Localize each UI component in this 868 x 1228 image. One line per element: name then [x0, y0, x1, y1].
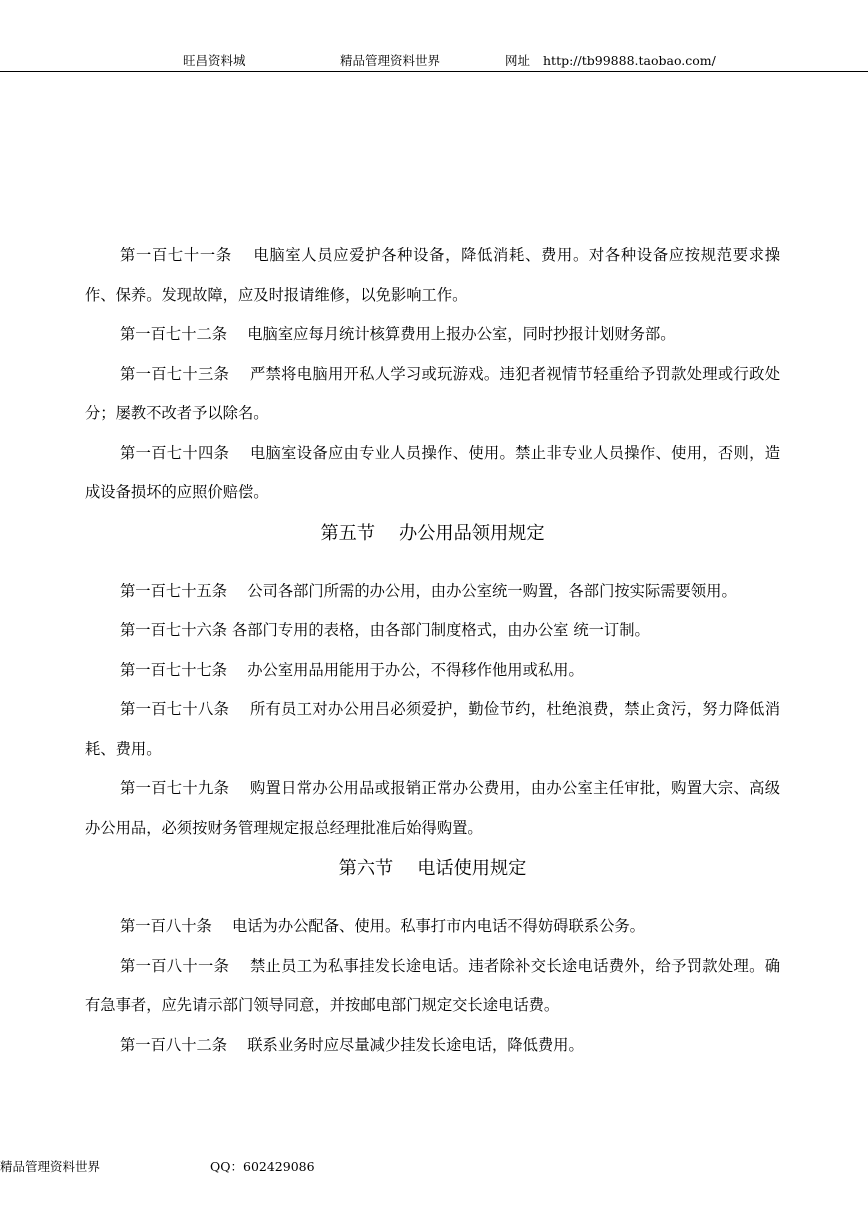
header-site-name: 精品管理资料世界: [340, 53, 441, 68]
article-172: 第一百七十二条 电脑室应每月统计核算费用上报办公室，同时抄报计划财务部。: [120, 325, 676, 343]
article-181: 第一百八十一条 禁止员工为私事挂发长途电话。违者除补交长途电话费外，给予罚款处理。确有急事者，应先请示部门领导同意，并按邮电部门规定交长途电话费。: [85, 956, 780, 1014]
section-5-title: 第五节 办公用品领用规定: [320, 522, 545, 544]
article-182: 第一百八十二条 联系业务时应尽量减少挂发长途电话，降低费用。: [120, 1035, 584, 1054]
article-176: 第一百七十六条 各部门专用的表格，由各部门制度格式，由办公室 统一订制。: [120, 621, 650, 639]
footer-qq: QQ：602429086: [210, 1159, 315, 1174]
page-header: [0, 52, 868, 72]
section-6-title: 第六节 电话使用规定: [338, 858, 527, 879]
article-178: 第一百七十八条 所有员工对办公用吕必须爱护，勤俭节约，杜绝浪费，禁止贪污，努力降低消耗、费用。: [85, 700, 780, 758]
article-179: 第一百七十九条 购置日常办公用品或报销正常办公费用，由办公室主任审批，购置大宗、高级办公用品，必须按财务管理规定报总经理批准后始得购置。: [85, 779, 780, 837]
header-url-label: 网址: [505, 53, 531, 68]
header-shop-name: 旺昌资料城: [183, 53, 246, 68]
article-177: 第一百七十七条 办公室用品用能用于办公，不得移作他用或私用。: [120, 660, 584, 679]
article-171: 第一百七十一条 电脑室人员应爱护各种设备，降低消耗、费用。对各种设备应按规范要求操作、保养。发现故障，应及时报请维修，以免影响工作。: [85, 246, 780, 304]
header-url-link[interactable]: http://tb99888.taobao.com/: [543, 53, 716, 68]
article-180: 第一百八十条 电话为办公配备、使用。私事打市内电话不得妨碍联系公务。: [120, 917, 645, 935]
footer-site-name: 精品管理资料世界: [0, 1159, 101, 1174]
header-divider: [0, 71, 868, 72]
document-body: [85, 236, 780, 1065]
page-footer: [0, 1158, 868, 1178]
article-175: 第一百七十五条 公司各部门所需的办公用，由办公室统一购置，各部门按实际需要领用。: [120, 581, 737, 600]
article-174: 第一百七十四条 电脑室设备应由专业人员操作、使用。禁止非专业人员操作、使用，否则，造成设备损坏的应照价赔偿。: [85, 443, 780, 501]
article-173: 第一百七十三条 严禁将电脑用开私人学习或玩游戏。违犯者视情节轻重给予罚款处理或行政处分；屡教不改者予以除名。: [85, 364, 780, 422]
